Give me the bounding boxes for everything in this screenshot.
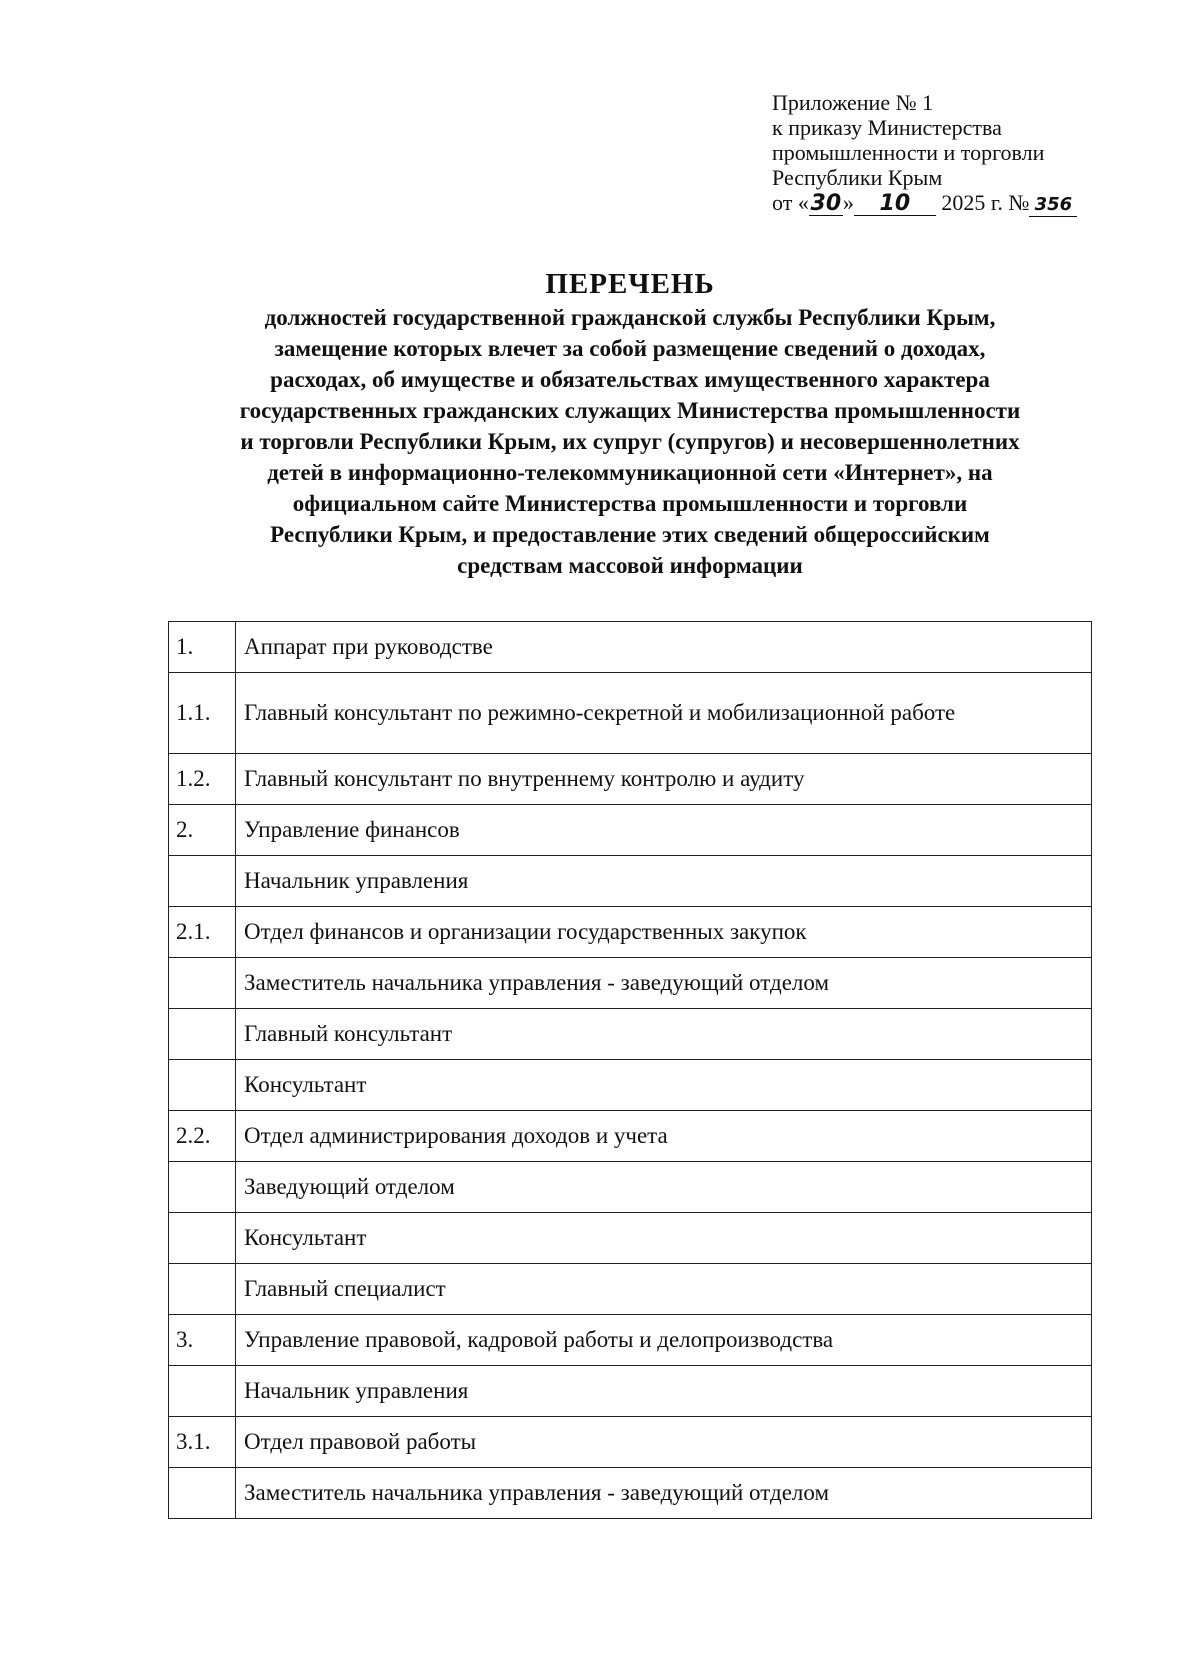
row-number: 3.: [169, 1315, 236, 1366]
date-prefix: от «: [772, 190, 809, 215]
row-number: 2.1.: [169, 907, 236, 958]
table-row: [169, 1417, 1092, 1468]
table-row: [169, 1060, 1092, 1111]
row-text: Начальник управления: [236, 856, 1092, 907]
appendix-header: [772, 90, 1152, 217]
row-text: Аппарат при руководстве: [236, 622, 1092, 673]
row-text: Заместитель начальника управления - заведующий отделом: [236, 1468, 1092, 1519]
document-title: ПЕРЕЧЕНЬ: [545, 268, 715, 300]
subtitle-line: официальном сайте Министерства промышленности и торговли: [292, 491, 968, 516]
appendix-line-3: промышленности и торговли: [772, 140, 1045, 165]
row-text: Заместитель начальника управления - заведующий отделом: [236, 958, 1092, 1009]
appendix-line-2: к приказу Министерства: [772, 115, 1002, 140]
row-text: Главный консультант: [236, 1009, 1092, 1060]
row-text: Отдел администрирования доходов и учета: [236, 1111, 1092, 1162]
date-day-handwritten: 30: [810, 191, 842, 216]
table-row: [169, 958, 1092, 1009]
date-mid: »: [842, 190, 854, 215]
number-prefix: №: [1008, 190, 1030, 215]
row-number: 1.1.: [169, 673, 236, 754]
table-row: [169, 907, 1092, 958]
table-row: [169, 1315, 1092, 1366]
row-text: Консультант: [236, 1213, 1092, 1264]
subtitle-line: замещение которых влечет за собой размещение сведений о доходах,: [274, 336, 986, 361]
positions-table: [168, 621, 1092, 1519]
row-text: Заведующий отделом: [236, 1162, 1092, 1213]
row-text: Начальник управления: [236, 1366, 1092, 1417]
row-text: Главный консультант по внутреннему контролю и аудиту: [236, 754, 1092, 805]
row-text: Управление правовой, кадровой работы и делопроизводства: [236, 1315, 1092, 1366]
row-number: [169, 856, 236, 907]
row-number: [169, 1468, 236, 1519]
table-row: [169, 805, 1092, 856]
row-text: Управление финансов: [236, 805, 1092, 856]
subtitle-line: средствам массовой информации: [457, 553, 803, 578]
row-number: 3.1.: [169, 1417, 236, 1468]
table-row: [169, 673, 1092, 754]
subtitle-line: государственных гражданских служащих Министерства промышленности: [239, 398, 1021, 423]
row-number: [169, 1162, 236, 1213]
row-text: Главный специалист: [236, 1264, 1092, 1315]
table-row: [169, 754, 1092, 805]
table-row: [169, 856, 1092, 907]
row-number: [169, 1009, 236, 1060]
row-text: Отдел правовой работы: [236, 1417, 1092, 1468]
subtitle-line: Республики Крым, и предоставление этих сведений общероссийским: [270, 522, 990, 547]
row-number: 2.2.: [169, 1111, 236, 1162]
date-month-handwritten: 10: [854, 193, 936, 216]
table-row: [169, 1162, 1092, 1213]
row-number: [169, 1213, 236, 1264]
table-row: [169, 1264, 1092, 1315]
date-year: 2025 г.: [941, 190, 1003, 215]
table-row: [169, 1009, 1092, 1060]
subtitle-line: должностей государственной гражданской службы Республики Крым,: [264, 305, 996, 330]
row-text: Консультант: [236, 1060, 1092, 1111]
table-row: [169, 1213, 1092, 1264]
table-row: [169, 1468, 1092, 1519]
appendix-line-1: Приложение № 1: [772, 90, 934, 115]
document-subtitle: [160, 302, 1100, 581]
subtitle-line: расходах, об имуществе и обязательствах имущественного характера: [270, 367, 990, 392]
order-date-line: [772, 190, 1152, 217]
table-row: [169, 1366, 1092, 1417]
subtitle-line: и торговли Республики Крым, их супруг (супругов) и несовершеннолетних: [240, 429, 1020, 454]
row-number: [169, 958, 236, 1009]
row-number: 1.2.: [169, 754, 236, 805]
row-number: 2.: [169, 805, 236, 856]
table-row: [169, 622, 1092, 673]
order-number-handwritten: 356: [1029, 194, 1077, 217]
appendix-line-4: Республики Крым: [772, 165, 943, 190]
row-number: [169, 1264, 236, 1315]
row-number: [169, 1366, 236, 1417]
row-number: 1.: [169, 622, 236, 673]
subtitle-line: детей в информационно-телекоммуникационной сети «Интернет», на: [267, 460, 993, 485]
table-row: [169, 1111, 1092, 1162]
row-text: Отдел финансов и организации государственных закупок: [236, 907, 1092, 958]
row-number: [169, 1060, 236, 1111]
row-text: Главный консультант по режимно-секретной и мобилизационной работе: [236, 673, 1092, 754]
